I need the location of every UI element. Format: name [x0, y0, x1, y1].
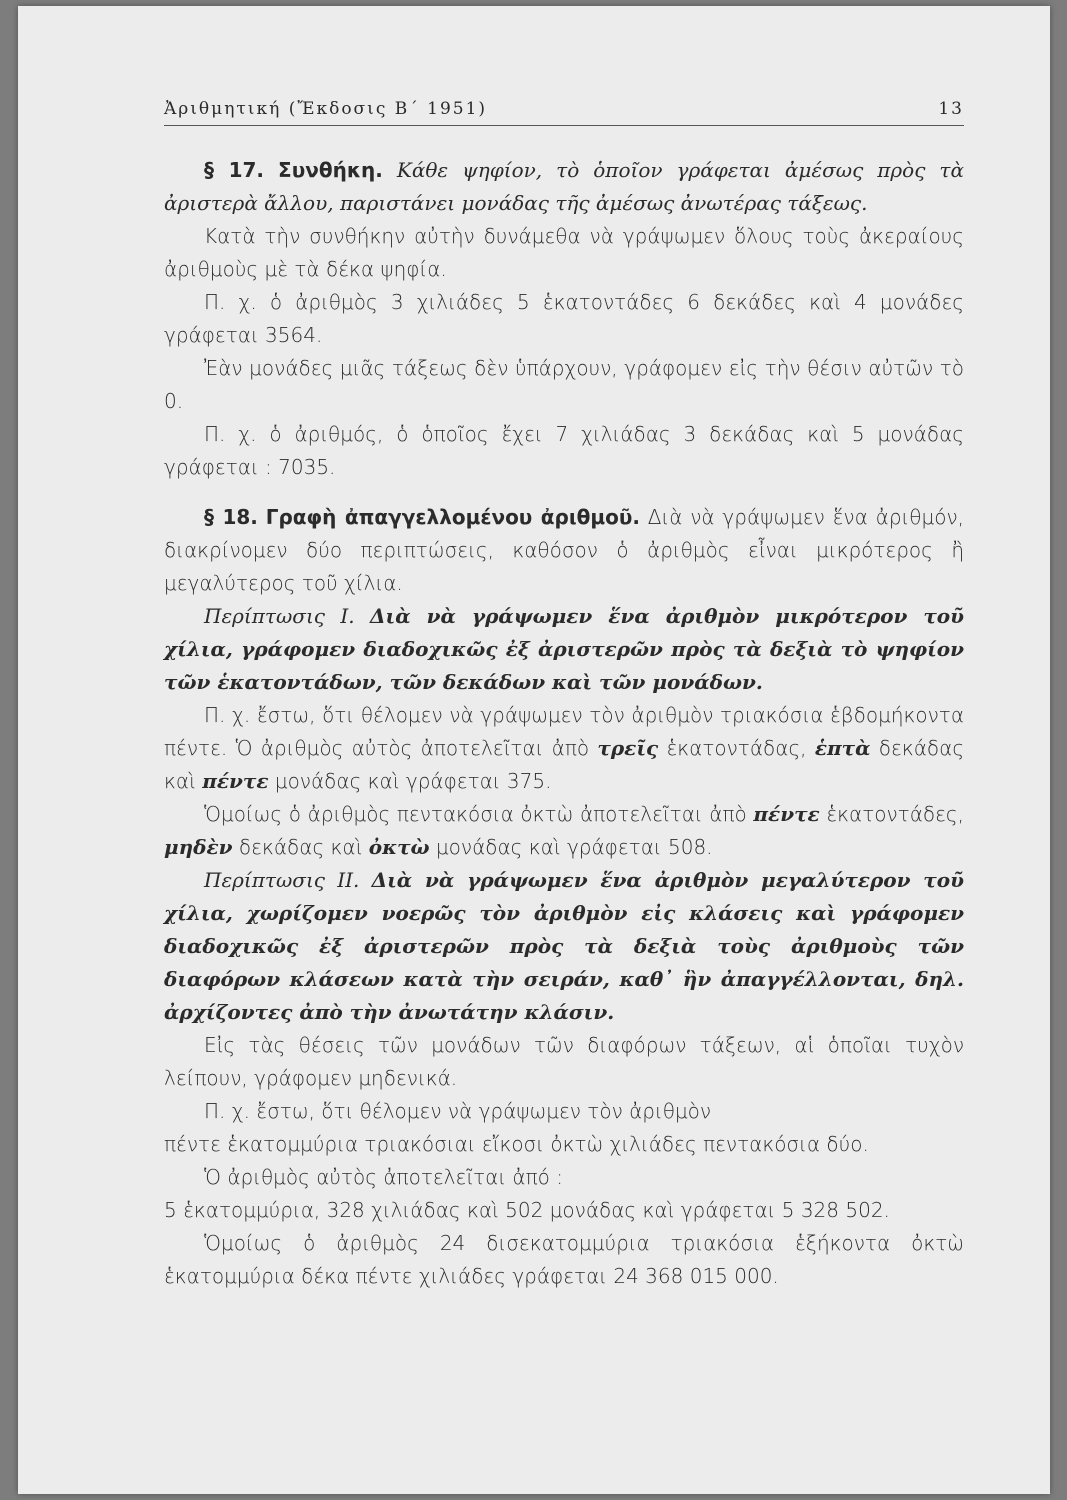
- section-17-rule: [164, 154, 964, 220]
- text-run: Ὁμοίως ὁ ἀριθμὸς πεντακόσια ὀκτὼ ἀποτελεῖται ἀπὸ: [204, 802, 747, 826]
- case-1-example-2: [164, 798, 964, 864]
- emphasized-word: πέντε: [202, 769, 269, 793]
- section-17-example: Π. χ. ὁ ἀριθμός, ὁ ὁποῖος ἔχει 7 χιλιάδας 3 δεκάδας καὶ 5 μονάδας γράφεται : 7035.: [164, 422, 964, 479]
- book-page: [18, 6, 1050, 1494]
- case-2-label: Περίπτωσις II.: [204, 868, 360, 892]
- case-2-example-result: 5 ἑκατομμύρια, 328 χιλιάδας καὶ 502 μονάδας καὶ γράφεται 5 328 502.: [164, 1198, 890, 1222]
- text-run: Π. χ. ἔστω, ὅτι θέλομεν νὰ γράψωμεν τὸν ἀριθμὸν τριακόσια ἑβδομήκοντα πέντε. Ὁ ἀριθμὸς αὐτὸς ἀποτελεῖται ἀπὸ: [164, 703, 964, 760]
- case-1-rule-text: Διὰ νὰ γράψωμεν ἕνα ἀριθμὸν μικρότερον τοῦ χίλια, γράφομεν διαδοχικῶς ἐξ ἀριστερῶν πρὸς τὰ δεξιὰ τὸ ψηφίον τῶν ἑκατοντάδων, τῶν δεκάδων καὶ τῶν μονάδων.: [164, 604, 964, 694]
- case-1-rule: [164, 600, 964, 699]
- zeros-paragraph: Εἰς τὰς θέσεις τῶν μονάδων τῶν διαφόρων τάξεων, αἱ ὁποῖαι τυχὸν λείπουν, γράφομεν μηδενικά.: [164, 1033, 964, 1090]
- case-1-label: Περίπτωσις I.: [204, 604, 355, 628]
- case-2-rule-text: Διὰ νὰ γράψωμεν ἕνα ἀριθμὸν μεγαλύτερον τοῦ χίλια, χωρίζομεν νοερῶς τὸν ἀριθμὸν εἰς κλάσεις καὶ γράφομεν διαδοχικῶς ἐξ ἀριστερῶν πρὸς τὰ δεξιὰ τοὺς ἀριθμοὺς τῶν διαφόρων κλάσεων κατὰ τὴν σειράν, καθ᾿ ἣν ἀπαγγέλλονται, δηλ. ἀρχίζοντες ἀπὸ τὴν ἀνωτάτην κλάσιν.: [164, 868, 964, 1024]
- section-17-sign: § 17.: [204, 158, 265, 182]
- text-run: δεκάδας καὶ: [164, 736, 965, 793]
- page-number: 13: [938, 99, 964, 119]
- section-17-example: Π. χ. ὁ ἀριθμὸς 3 χιλιάδες 5 ἑκατοντάδες 6 δεκάδες καὶ 4 μονάδες γράφεται 3564.: [164, 290, 964, 347]
- section-18-heading: Γραφὴ ἀπαγγελλομένου ἀριθμοῦ.: [265, 505, 640, 529]
- emphasized-word: ἑπτὰ: [814, 736, 871, 760]
- case-2-rule: [164, 864, 964, 1029]
- case-2-example-line: πέντε ἑκατομμύρια τριακόσιαι εἴκοσι ὀκτὼ χιλιάδες πεντακόσια δύο.: [164, 1132, 869, 1156]
- section-18-intro: [164, 501, 964, 600]
- text-run: μονάδας καὶ γράφεται 375.: [274, 769, 552, 793]
- section-17-paragraph: Κατὰ τὴν συνθήκην αὐτὴν δυνάμεθα νὰ γράψωμεν ὅλους τοὺς ἀκεραίους ἀριθμοὺς μὲ τὰ δέκα ψηφία.: [164, 224, 964, 281]
- text-run: μονάδας καὶ γράφεται 508.: [435, 835, 713, 859]
- section-18-sign: § 18.: [204, 505, 258, 529]
- text-run: ἑκατοντάδας,: [666, 736, 807, 760]
- section-17-paragraph: Ἐὰν μονάδες μιᾶς τάξεως δὲν ὑπάρχουν, γράφομεν εἰς τὴν θέσιν αὐτῶν τὸ 0.: [164, 356, 964, 413]
- section-18-intro-text: Διὰ νὰ γράψωμεν ἕνα ἀριθμόν, διακρίνομεν δύο περιπτώσεις, καθόσον ὁ ἀριθμὸς εἶναι μικρότερος ἢ μεγαλύτερος τοῦ χίλια.: [164, 505, 964, 595]
- emphasized-word: τρεῖς: [597, 736, 659, 760]
- text-run: δεκάδας καὶ: [238, 835, 363, 859]
- emphasized-word: μηδὲν: [164, 835, 233, 859]
- emphasized-word: ὀκτὼ: [368, 835, 430, 859]
- case-2-example-line: Ὁ ἀριθμὸς αὐτὸς ἀποτελεῖται ἀπό :: [204, 1165, 563, 1189]
- case-1-example-1: [164, 699, 964, 798]
- case-2-example-line: Π. χ. ἔστω, ὅτι θέλομεν νὰ γράψωμεν τὸν ἀριθμὸν: [204, 1099, 712, 1123]
- text-run: ἑκατοντάδες,: [826, 802, 965, 826]
- case-2-example-2: Ὁμοίως ὁ ἀριθμὸς 24 δισεκατομμύρια τριακόσια ἑξήκοντα ὀκτὼ ἑκατομμύρια δέκα πέντε χιλιάδες γράφεται 24 368 015 000.: [164, 1231, 964, 1288]
- section-17-heading: Συνθήκη.: [278, 158, 383, 182]
- header-title: Ἀριθμητική (Ἔκδοσις Β΄ 1951): [164, 99, 488, 119]
- section-17-rule-text: Κάθε ψηφίον, τὸ ὁποῖον γράφεται ἀμέσως πρὸς τὰ ἀριστερὰ ἄλλου, παριστάνει μονάδας τῆς ἀμέσως ἀνωτέρας τάξεως.: [164, 158, 964, 215]
- running-header: [164, 99, 964, 126]
- emphasized-word: πέντε: [753, 802, 820, 826]
- page-body: [164, 154, 964, 1293]
